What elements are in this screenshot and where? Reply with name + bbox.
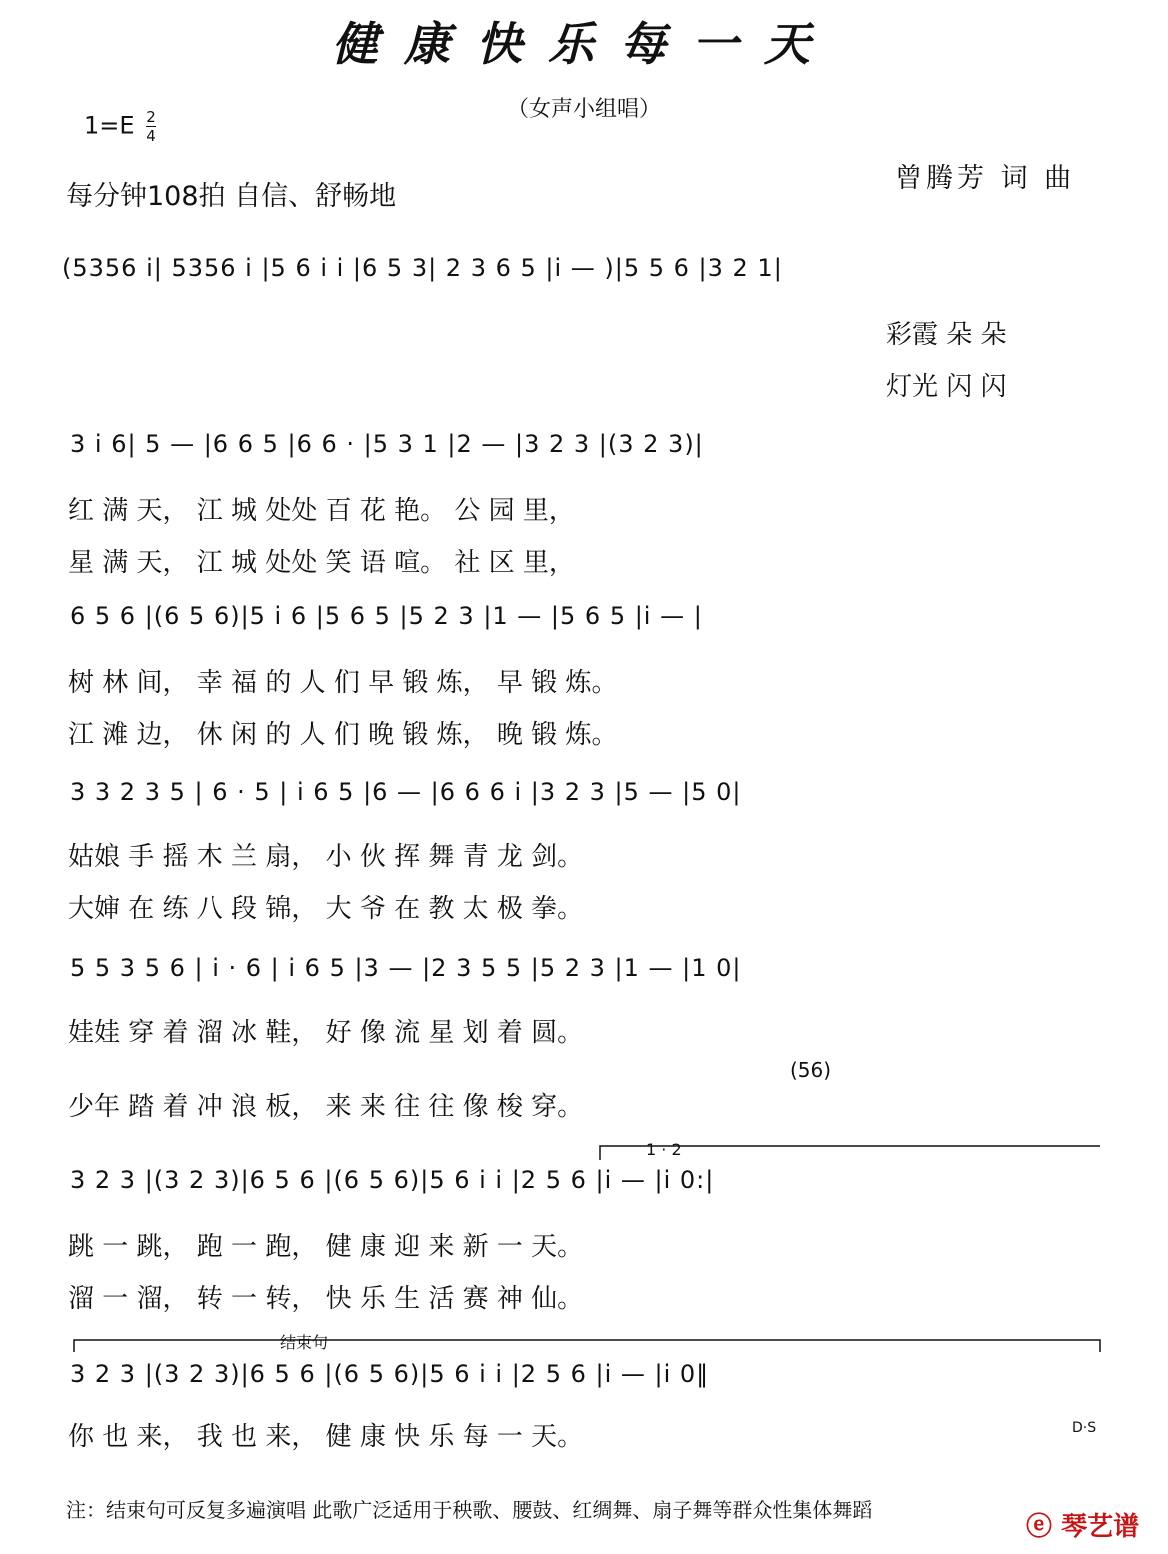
- lyric-5-verse-2: 少年 踏 着 冲 浪 板， 来 来 往 往 像 梭 穿。: [68, 1092, 584, 1122]
- lyric-1-verse-2: 灯光 闪 闪: [886, 372, 1007, 402]
- lyric-2-verse-1: 红 满 天， 江 城 处处 百 花 艳。 公 园 里，: [68, 496, 575, 526]
- tempo-marking: 每分钟108拍 自信、舒畅地: [66, 181, 397, 212]
- ending-bracket: [74, 1340, 1100, 1352]
- lyric-4-verse-1: 姑娘 手 摇 木 兰 扇， 小 伙 挥 舞 青 龙 剑。: [68, 842, 584, 872]
- logo-text: 琴艺谱: [1061, 1512, 1140, 1542]
- dal-segno-mark: D·S: [1072, 1420, 1097, 1436]
- key-label: 1=E: [84, 111, 135, 140]
- song-title: 健康快乐每一天: [332, 17, 836, 71]
- lyric-6-verse-2: 溜 一 溜， 转 一 转， 快 乐 生 活 赛 神 仙。: [68, 1284, 584, 1314]
- notation-line-3: 6 5 6 |(6 5 6)|5 i 6 |5 6 5 |5 2 3 |1 — |5 6 5 |i — |: [70, 602, 703, 630]
- notation-line-1: (5356 i| 5356 i |5 6 i i |6 5 3| 2 3 6 5 |i — )|5 5 6 |3 2 1|: [62, 254, 783, 282]
- lyric-6-verse-1: 跳 一 跳， 跑 一 跑， 健 康 迎 来 新 一 天。: [68, 1232, 584, 1262]
- notation-line-6: 3 2 3 |(3 2 3)|6 5 6 |(6 5 6)|5 6 i i |2 5 6 |i — |i 0:|: [70, 1166, 715, 1194]
- notation-line-2: 3 i 6| 5 — |6 6 5 |6 6 · |5 3 1 |2 — |3 2 3 |(3 2 3)|: [70, 430, 704, 458]
- lyric-4-verse-2: 大婶 在 练 八 段 锦， 大 爷 在 教 太 极 拳。: [68, 894, 584, 924]
- lyric-1-verse-1: 彩霞 朵 朵: [886, 320, 1007, 350]
- lyric-3-verse-1: 树 林 间， 幸 福 的 人 们 早 锻 炼， 早 锻 炼。: [68, 668, 618, 698]
- notation-line-7: 3 2 3 |(3 2 3)|6 5 6 |(6 5 6)|5 6 i i |2 5 6 |i — |i 0‖: [70, 1360, 710, 1388]
- lyric-7-verse-1: 你 也 来， 我 也 来， 健 康 快 乐 每 一 天。: [68, 1422, 584, 1452]
- logo-icon: ⓔ: [1026, 1512, 1053, 1542]
- performance-note: （女声小组唱）: [506, 97, 661, 122]
- footnote: 注：结束句可反复多遍演唱 此歌广泛适用于秧歌、腰鼓、红绸舞、扇子舞等群众性集体舞蹈: [66, 1498, 873, 1522]
- volta-label: 1 · 2: [646, 1140, 682, 1159]
- lyric-3-verse-2: 江 滩 边， 休 闲 的 人 们 晚 锻 炼， 晚 锻 炼。: [68, 720, 618, 750]
- notation-line-4: 3 3 2 3 5 | 6 · 5 | i 6 5 |6 — |6 6 6 i |3 2 3 |5 — |5 0|: [70, 778, 742, 806]
- volta-bracket: [600, 1146, 1100, 1160]
- lyric-2-verse-2: 星 满 天， 江 城 处处 笑 语 喧。 社 区 里，: [68, 548, 575, 578]
- time-numerator: 2: [146, 108, 156, 126]
- ossia-notes: (56): [790, 1058, 832, 1082]
- author-credit: 曾腾芳 词 曲: [895, 163, 1076, 194]
- ending-label: 结束句: [278, 1330, 330, 1353]
- lyric-5-verse-1: 娃娃 穿 着 溜 冰 鞋， 好 像 流 星 划 着 圆。: [68, 1018, 584, 1048]
- notation-line-5: 5 5 3 5 6 | i · 6 | i 6 5 |3 — |2 3 5 5 |5 2 3 |1 — |1 0|: [70, 954, 742, 982]
- time-denominator: 4: [146, 127, 156, 145]
